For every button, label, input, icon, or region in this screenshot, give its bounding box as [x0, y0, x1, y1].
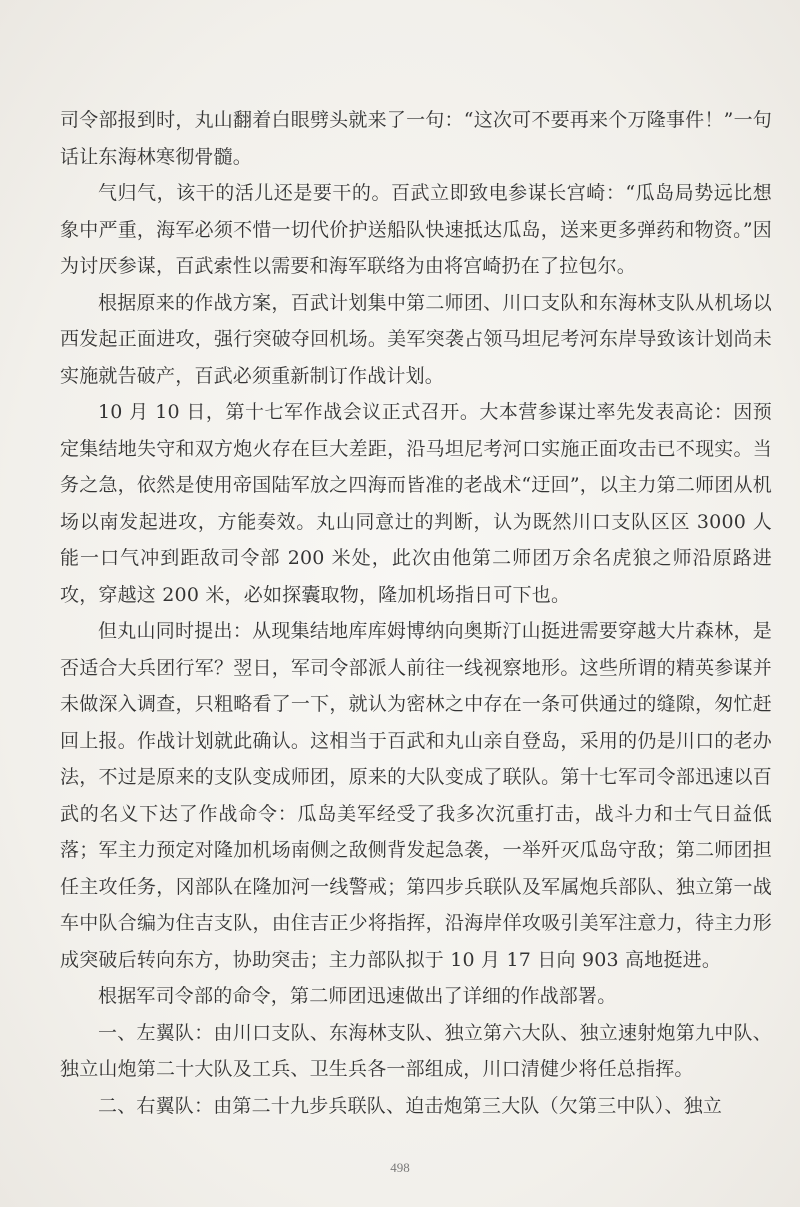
paragraph-6: 根据军司令部的命令，第二师团迅速做出了详细的作战部署。 — [98, 985, 617, 1007]
paragraph-4: 10 月 10 日，第十七军作战会议正式召开。大本营参谋辻率先发表高论：因预定集结地失守和双方炮火存在巨大差距，沿马坦尼考河口实施正面攻击已不现实。当务之急，依然是使用帝国陆军放之四海而皆准的老战术“迂回”，以主力第二师团从机场以南发起进攻，方能奏效。丸山同意辻的判断，认为既然川口支队区区 3000 人能一口气冲到距敌司令部 200 米处，此次由他第二师团万余名虎狼之师沿原路进攻，穿越这 200 米，必如探囊取物，隆加机场指日可下也。 — [60, 401, 772, 606]
paragraph-8: 二、右翼队：由第二十九步兵联队、迫击炮第三大队（欠第三中队）、独立 — [98, 1094, 723, 1117]
paragraph-5: 但丸山同时提出：从现集结地库库姆博纳向奥斯汀山挺进需要穿越大片森林，是否适合大兵团行军？翌日，军司令部派人前往一线视察地形。这些所谓的精英参谋并未做深入调查，只粗略看了一下，就认为密林之中存在一条可供通过的缝隙，匆忙赶回上报。作战计划就此确认。这相当于百武和丸山亲自登岛，采用的仍是川口的老办法，不过是原来的支队变成师团，原来的大队变成了联队。第十七军司令部迅速以百武的名义下达了作战命令：瓜岛美军经受了我多次沉重打击，战斗力和士气日益低落；军主力预定对隆加机场南侧之敌侧背发起急袭，一举歼灭瓜岛守敌；第二师团担任主攻任务，冈部队在隆加河一线警戒；第四步兵联队及军属炮兵部队、独立第一战车中队合编为住吉支队，由住吉正少将指挥，沿海岸佯攻吸引美军注意力，待主力形成突破后转向东方，协助突击；主力部队拟于 10 月 17 日向 903 高地挺进。 — [60, 620, 772, 971]
page-number: 498 — [390, 1160, 410, 1175]
paragraph-2: 气归气，该干的活儿还是要干的。百武立即致电参谋长宫崎：“瓜岛局势远比想象中严重，海军必须不惜一切代价护送船队快速抵达瓜岛，送来更多弹药和物资。”因为讨厌参谋，百武索性以需要和海军联络为由将宫崎扔在了拉包尔。 — [60, 182, 772, 277]
paragraph-3: 根据原来的作战方案，百武计划集中第二师团、川口支队和东海林支队从机场以西发起正面进攻，强行突破夺回机场。美军突袭占领马坦尼考河东岸导致该计划尚未实施就告破产，百武必须重新制订作战计划。 — [60, 291, 772, 387]
body-text — [60, 102, 772, 1124]
paragraph-7: 一、左翼队：由川口支队、东海林支队、独立第六大队、独立速射炮第九中队、独立山炮第二十大队及工兵、卫生兵各一部组成，川口清健少将任总指挥。 — [60, 1021, 772, 1080]
paragraph-1: 司令部报到时，丸山翻着白眼劈头就来了一句：“这次可不要再来个万隆事件！”一句话让东海林寒彻骨髓。 — [60, 109, 772, 168]
